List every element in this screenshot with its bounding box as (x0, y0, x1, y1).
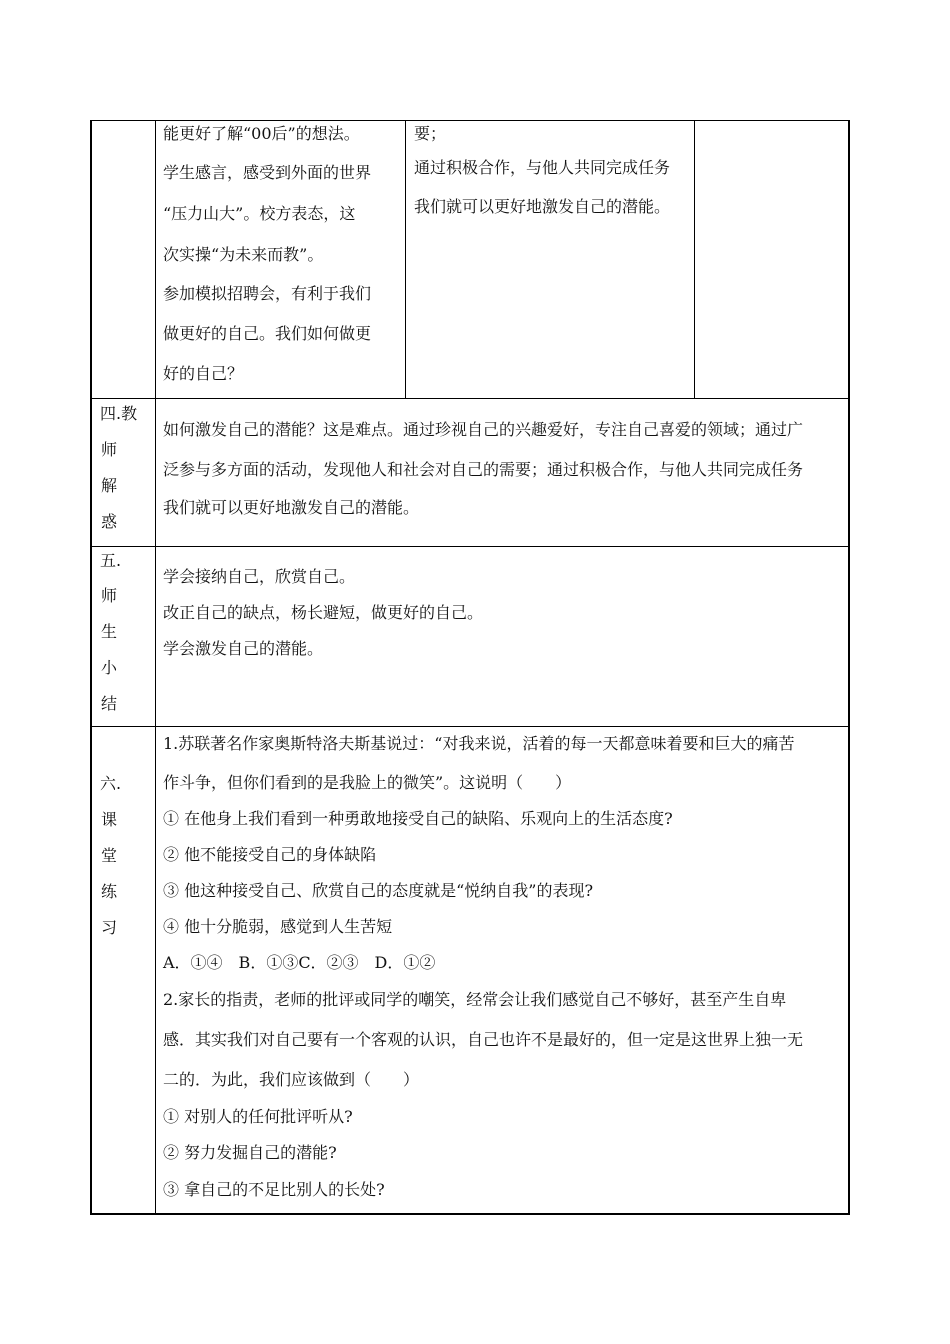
exercise-line: 作斗争，但你们看到的是我脸上的微笑”。这说明（ ） (163, 773, 572, 792)
row2-label: 师 (101, 440, 118, 459)
row2-content-line: 我们就可以更好地激发自己的潜能。 (163, 498, 420, 517)
row1-col3-line: 通过积极合作，与他人共同完成任务 (414, 158, 671, 177)
exercise-line: 感．其实我们对自己要有一个客观的认识，自己也许不是最好的，但一定是这世界上独一无 (163, 1030, 804, 1049)
row4-label: 习 (101, 918, 118, 937)
row3-label: 五. (100, 551, 122, 570)
row3-content-line: 改正自己的缺点，杨长避短，做更好的自己。 (163, 603, 484, 622)
row3-label: 生 (101, 622, 118, 641)
row3-label: 结 (101, 694, 118, 713)
table-left-border (90, 120, 92, 1215)
row4-label: 六. (100, 774, 122, 793)
row4-label: 练 (101, 882, 118, 901)
row4-label: 堂 (101, 846, 118, 865)
table-top-border (90, 120, 850, 121)
row2-content-line: 泛参与多方面的活动，发现他人和社会对自己的需要；通过积极合作，与他人共同完成任务 (163, 460, 804, 479)
table-right-border (848, 120, 850, 1215)
label-column-divider (155, 120, 156, 1215)
exercise-line: 2.家长的指责，老师的批评或同学的嘲笑，经常会让我们感觉自己不够好，甚至产生自卑 (163, 990, 787, 1009)
row1-col2-line: 做更好的自己。我们如何做更 (163, 324, 372, 343)
row1-col3-line: 要； (414, 124, 447, 143)
row-divider-2 (90, 546, 850, 547)
row-divider-1 (90, 398, 850, 399)
row3-label: 小 (101, 658, 118, 677)
row1-divider-b (694, 120, 695, 398)
row1-col2-line: 次实操“为未来而教”。 (163, 245, 324, 264)
row1-col2-line: 好的自己？ (163, 364, 244, 383)
row1-col2-line: 参加模拟招聘会，有利于我们 (163, 284, 372, 303)
row3-content-line: 学会激发自己的潜能。 (163, 639, 324, 658)
row2-content-line: 如何激发自己的潜能？这是难点。通过珍视自己的兴趣爱好，专注自己喜爱的领域；通过广 (163, 420, 804, 439)
exercise-line: ③ 他这种接受自己、欣赏自己的态度就是“悦纳自我”的表现? (163, 881, 594, 900)
exercise-line: ④ 他十分脆弱，感觉到人生苦短 (163, 917, 393, 936)
row1-col2-line: 能更好了解“00后”的想法。 (163, 124, 360, 143)
exercise-line: A．①④ B．①③C．②③ D．①② (163, 953, 436, 972)
row-divider-3 (90, 726, 850, 727)
exercise-line: ① 在他身上我们看到一种勇敢地接受自己的缺陷、乐观向上的生活态度? (163, 809, 673, 828)
row2-label: 解 (101, 476, 118, 495)
row2-label: 惑 (101, 512, 118, 531)
row3-label: 师 (101, 586, 118, 605)
row4-label: 课 (101, 810, 118, 829)
table-bottom-border (90, 1213, 850, 1215)
exercise-line: ② 他不能接受自己的身体缺陷 (163, 845, 377, 864)
exercise-line: ③ 拿自己的不足比别人的长处? (163, 1180, 385, 1199)
exercise-line: ① 对别人的任何批评听从? (163, 1107, 353, 1126)
row1-col2-line: “压力山大”。校方表态，这 (163, 204, 356, 223)
row1-col3-line: 我们就可以更好地激发自己的潜能。 (414, 197, 671, 216)
row1-col2-line: 学生感言，感受到外面的世界 (163, 163, 372, 182)
row2-label: 四.教 (100, 404, 138, 423)
row3-content-line: 学会接纳自己，欣赏自己。 (163, 567, 356, 586)
row1-divider-a (405, 120, 406, 398)
exercise-line: 二的．为此，我们应该做到（ ） (163, 1070, 420, 1089)
exercise-line: 1.苏联著名作家奥斯特洛夫斯基说过：“对我来说，活着的每一天都意味着要和巨大的痛苦 (163, 734, 795, 753)
exercise-line: ② 努力发掘自己的潜能? (163, 1143, 337, 1162)
